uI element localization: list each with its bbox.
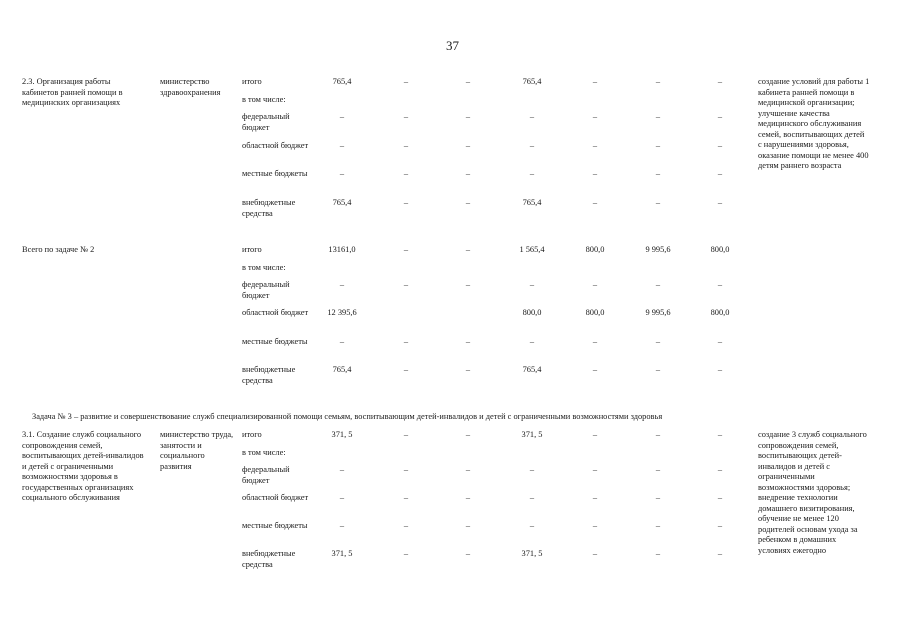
value-cell: 765,4 bbox=[522, 77, 542, 86]
value-cell: – bbox=[717, 493, 723, 502]
value-cell: – bbox=[717, 112, 723, 121]
value-cell: – bbox=[529, 141, 535, 150]
row-label: в том числе: bbox=[242, 263, 286, 272]
value-cell: – bbox=[655, 77, 661, 86]
value-cell: – bbox=[403, 493, 409, 502]
task-3-heading: Задача № 3 – развитие и совершенствование служб специализированной помощи семьям, воспитывающим детей-инвалидов и детей с ограниченными возможностями здоровья bbox=[32, 412, 663, 421]
value-cell: – bbox=[529, 521, 535, 530]
value-cell: – bbox=[655, 280, 661, 289]
row-label: внебюджетные средства bbox=[242, 549, 296, 569]
value-cell: 371, 5 bbox=[521, 549, 543, 558]
value-cell: 13161,0 bbox=[328, 245, 356, 254]
value-cell: – bbox=[403, 365, 409, 374]
value-cell: 12 395,6 bbox=[327, 308, 357, 317]
value-cell: – bbox=[592, 141, 598, 150]
value-cell: – bbox=[403, 141, 409, 150]
value-cell: – bbox=[592, 280, 598, 289]
value-cell: – bbox=[655, 549, 661, 558]
value-cell: – bbox=[403, 521, 409, 530]
value-cell: – bbox=[529, 465, 535, 474]
row-label: местные бюджеты bbox=[242, 521, 308, 530]
value-cell: 371, 5 bbox=[521, 430, 543, 439]
section-3-1-result: создание 3 служб социального сопровождения семей, воспитывающих детей-инвалидов и детей с ограниченными возможностями здоровья; внедрение технологии домашнего визитирования, обучение не менее 120 родителей основам ухода за ребенком в домашних условиях ежегодно bbox=[758, 430, 867, 555]
section-2-3-result: создание условий для работы 1 кабинета ранней помощи в медицинской организации; улучшение качества медицинского обслуживания семей, воспитывающих детей с нарушениями здоровья, оказание помощи не менее 400 детям раннего возраста bbox=[758, 77, 870, 170]
value-cell: – bbox=[465, 169, 471, 178]
value-cell: – bbox=[339, 112, 345, 121]
value-cell: – bbox=[465, 465, 471, 474]
value-cell: – bbox=[465, 337, 471, 346]
value-cell: – bbox=[717, 337, 723, 346]
section-3-1-executor: министерство труда, занятости и социального развития bbox=[160, 430, 234, 471]
value-cell: – bbox=[592, 493, 598, 502]
value-cell: – bbox=[592, 198, 598, 207]
section-2-3-executor: министерство здравоохранения bbox=[160, 77, 221, 97]
value-cell: – bbox=[465, 549, 471, 558]
row-label: федеральный бюджет bbox=[242, 112, 290, 132]
value-cell: 765,4 bbox=[332, 198, 352, 207]
row-label: итого bbox=[242, 430, 262, 439]
value-cell: – bbox=[529, 337, 535, 346]
value-cell: 800,0 bbox=[710, 308, 730, 317]
value-cell: – bbox=[465, 521, 471, 530]
value-cell: – bbox=[529, 280, 535, 289]
value-cell: – bbox=[717, 280, 723, 289]
value-cell: – bbox=[592, 77, 598, 86]
value-cell: – bbox=[465, 493, 471, 502]
value-cell: – bbox=[592, 112, 598, 121]
row-label: итого bbox=[242, 245, 262, 254]
value-cell: – bbox=[655, 198, 661, 207]
row-label: областной бюджет bbox=[242, 493, 309, 502]
value-cell: 9 995,6 bbox=[645, 245, 671, 254]
value-cell: 800,0 bbox=[522, 308, 542, 317]
value-cell: – bbox=[403, 77, 409, 86]
value-cell: – bbox=[403, 198, 409, 207]
value-cell: 371, 5 bbox=[331, 430, 353, 439]
value-cell: 371, 5 bbox=[331, 549, 353, 558]
row-label: внебюджетные средства bbox=[242, 365, 296, 385]
value-cell: 800,0 bbox=[585, 245, 605, 254]
value-cell: – bbox=[403, 112, 409, 121]
value-cell: – bbox=[465, 198, 471, 207]
value-cell: – bbox=[465, 430, 471, 439]
value-cell: – bbox=[717, 169, 723, 178]
value-cell: – bbox=[339, 169, 345, 178]
value-cell: – bbox=[403, 430, 409, 439]
row-label: местные бюджеты bbox=[242, 169, 308, 178]
value-cell: – bbox=[717, 465, 723, 474]
row-label: внебюджетные средства bbox=[242, 198, 296, 218]
value-cell: 765,4 bbox=[332, 77, 352, 86]
value-cell: – bbox=[592, 521, 598, 530]
value-cell: – bbox=[339, 141, 345, 150]
row-label: местные бюджеты bbox=[242, 337, 308, 346]
value-cell: 9 995,6 bbox=[645, 308, 671, 317]
row-label: федеральный бюджет bbox=[242, 465, 290, 485]
value-cell: – bbox=[403, 337, 409, 346]
value-cell: – bbox=[592, 430, 598, 439]
row-label: федеральный бюджет bbox=[242, 280, 290, 300]
value-cell: – bbox=[403, 245, 409, 254]
row-label: в том числе: bbox=[242, 95, 286, 104]
page-number: 37 bbox=[446, 38, 459, 53]
value-cell: – bbox=[655, 365, 661, 374]
value-cell: – bbox=[529, 169, 535, 178]
value-cell: – bbox=[717, 549, 723, 558]
value-cell: 765,4 bbox=[522, 365, 542, 374]
value-cell: – bbox=[339, 493, 345, 502]
value-cell: – bbox=[655, 337, 661, 346]
value-cell: – bbox=[592, 465, 598, 474]
value-cell: – bbox=[717, 141, 723, 150]
value-cell: 1 565,4 bbox=[519, 245, 545, 254]
value-cell: – bbox=[717, 365, 723, 374]
row-label: областной бюджет bbox=[242, 141, 309, 150]
value-cell: – bbox=[339, 280, 345, 289]
value-cell: 800,0 bbox=[585, 308, 605, 317]
value-cell: – bbox=[403, 169, 409, 178]
value-cell: – bbox=[339, 521, 345, 530]
value-cell: – bbox=[655, 141, 661, 150]
value-cell: – bbox=[465, 112, 471, 121]
value-cell: – bbox=[592, 365, 598, 374]
value-cell: – bbox=[717, 198, 723, 207]
value-cell: – bbox=[465, 245, 471, 254]
total-task-2-title: Всего по задаче № 2 bbox=[22, 245, 95, 254]
value-cell: – bbox=[339, 465, 345, 474]
value-cell: – bbox=[465, 141, 471, 150]
value-cell: – bbox=[465, 365, 471, 374]
row-label: областной бюджет bbox=[242, 308, 309, 317]
value-cell: – bbox=[592, 337, 598, 346]
value-cell: – bbox=[655, 169, 661, 178]
value-cell: – bbox=[403, 465, 409, 474]
value-cell: – bbox=[655, 465, 661, 474]
value-cell: – bbox=[592, 169, 598, 178]
value-cell: 800,0 bbox=[710, 245, 730, 254]
value-cell: – bbox=[403, 549, 409, 558]
value-cell: – bbox=[339, 337, 345, 346]
value-cell: 765,4 bbox=[332, 365, 352, 374]
value-cell: – bbox=[529, 112, 535, 121]
value-cell: – bbox=[655, 493, 661, 502]
section-3-1-title: 3.1. Создание служб социального сопровождения семей, воспитывающих детей-инвалидов и детей с ограниченными возможностями здоровья в государственных организациях социального обслуживания bbox=[22, 430, 144, 502]
value-cell: – bbox=[717, 430, 723, 439]
value-cell: – bbox=[403, 280, 409, 289]
value-cell: – bbox=[529, 493, 535, 502]
section-2-3-title: 2.3. Организация работы кабинетов ранней помощи в медицинских организациях bbox=[22, 77, 123, 107]
value-cell: – bbox=[717, 521, 723, 530]
value-cell: – bbox=[655, 430, 661, 439]
value-cell: – bbox=[655, 521, 661, 530]
value-cell: – bbox=[592, 549, 598, 558]
value-cell: – bbox=[717, 77, 723, 86]
value-cell: – bbox=[465, 77, 471, 86]
value-cell: – bbox=[655, 112, 661, 121]
value-cell: – bbox=[465, 280, 471, 289]
value-cell: 765,4 bbox=[522, 198, 542, 207]
row-label: итого bbox=[242, 77, 262, 86]
row-label: в том числе: bbox=[242, 448, 286, 457]
